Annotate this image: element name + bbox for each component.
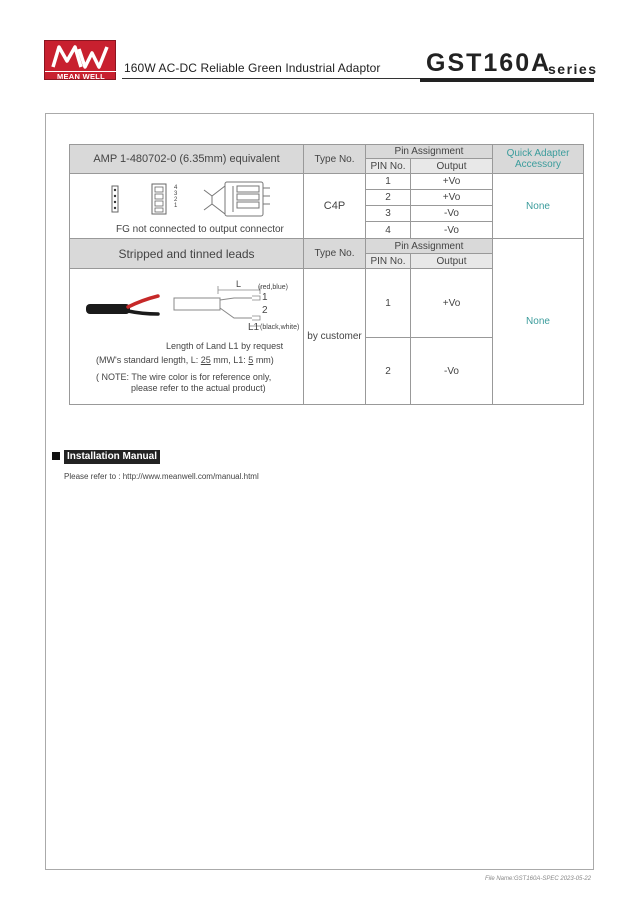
- pin-assignment-header: Pin Assignment: [394, 240, 464, 252]
- output-header: Output: [436, 160, 467, 172]
- output-cell: [410, 173, 493, 190]
- brand-badge-text: MEAN WELL: [45, 71, 117, 81]
- pin-cell: [365, 337, 411, 405]
- type-header: Type No.: [314, 153, 355, 165]
- pin-assignment-header: Pin Assignment: [394, 146, 464, 157]
- output-header-cell: [410, 253, 493, 269]
- type-header: Type No.: [314, 248, 355, 259]
- series-label: series: [548, 61, 598, 77]
- output-cell: [410, 337, 493, 405]
- output-cell: [410, 205, 493, 222]
- type-header-cell: [303, 238, 366, 269]
- pin-assignment-header-cell: [365, 144, 493, 159]
- installation-manual-text: Please refer to : http://www.meanwell.com/manual.html: [64, 472, 259, 481]
- leads-title-cell: [69, 238, 304, 269]
- type-value-cell: [303, 268, 366, 405]
- note-mid: mm, L1:: [210, 355, 249, 365]
- pin-number: 3: [385, 208, 391, 219]
- connector-title-cell: [69, 144, 304, 174]
- header-rule-thick: [420, 78, 594, 82]
- model-name: GST160A: [426, 49, 552, 77]
- pin-digit: 1: [174, 203, 178, 209]
- pin-number: 4: [385, 224, 391, 236]
- connector-diagram: [100, 176, 280, 220]
- pin-no-header-cell: [365, 158, 411, 174]
- type-value-cell: [303, 173, 366, 239]
- type-header-cell: [303, 144, 366, 174]
- connector-title: AMP 1-480702-0 (6.35mm) equivalent: [93, 153, 280, 165]
- pin-number: 1: [385, 176, 391, 187]
- label-lead-2: 2: [262, 305, 268, 316]
- brand-logo: [44, 40, 116, 80]
- note-line-3: ( NOTE: The wire color is for reference only,: [96, 372, 272, 382]
- note-line-4: please refer to the actual product): [131, 383, 266, 393]
- pin-cell: [365, 189, 411, 206]
- label-red-blue: (red,blue): [258, 284, 288, 291]
- pin-number: 1: [385, 297, 391, 309]
- mw-logo-icon: [45, 41, 117, 71]
- pin-digit: 3: [174, 191, 178, 197]
- pin-cell: [365, 221, 411, 239]
- output-value: +Vo: [442, 192, 461, 203]
- accessory-header-cell: [492, 144, 584, 174]
- output-cell: [410, 268, 493, 338]
- pin-assignment-header-cell: [365, 238, 493, 254]
- pin-cell: [365, 205, 411, 222]
- pin-number: 2: [385, 365, 391, 377]
- note-l1-value: 5: [248, 355, 254, 365]
- pin-no-header: PIN No.: [370, 255, 406, 267]
- pin-no-header: PIN No.: [370, 160, 406, 172]
- output-value: +Vo: [442, 176, 461, 187]
- type-value: by customer: [307, 331, 362, 342]
- document-subtitle: 160W AC-DC Reliable Green Industrial Adaptor: [124, 61, 381, 75]
- pin-cell: [365, 268, 411, 338]
- type-value: C4P: [323, 200, 346, 212]
- output-value: -Vo: [443, 208, 459, 219]
- accessory-value: None: [526, 200, 550, 212]
- note-line-1: Length of Land L1 by request: [166, 341, 284, 351]
- output-value: +Vo: [442, 297, 461, 309]
- pin-digit: 2: [174, 197, 178, 203]
- note-line-2: [96, 355, 274, 365]
- output-header-cell: [410, 158, 493, 174]
- output-value: -Vo: [443, 365, 459, 377]
- pin-number: 2: [385, 192, 391, 203]
- accessory-header: Quick Adapter Accessory: [506, 148, 570, 170]
- label-l: L: [236, 279, 242, 289]
- label-l1: L1: [248, 322, 260, 333]
- pin-digit: 4: [174, 185, 178, 191]
- note-l-value: 25: [200, 355, 211, 365]
- output-header: Output: [436, 255, 467, 267]
- section-bullet-icon: [52, 452, 60, 460]
- output-cell: [410, 221, 493, 239]
- accessory-value-cell: [492, 238, 584, 405]
- note-prefix: (MW's standard length, L:: [96, 355, 201, 365]
- note-suffix: mm): [253, 355, 274, 365]
- pin-no-header-cell: [365, 253, 411, 269]
- accessory-value-cell: [492, 173, 584, 239]
- label-black-white: (black,white): [260, 324, 300, 331]
- output-value: -Vo: [443, 224, 459, 236]
- accessory-value: None: [526, 316, 550, 327]
- connector-caption: FG not connected to output connector: [116, 224, 284, 235]
- output-cell: [410, 189, 493, 206]
- leads-title: Stripped and tinned leads: [118, 246, 255, 261]
- footer-file-name: File Name:GST160A-SPEC 2023-05-22: [485, 876, 592, 882]
- pin-cell: [365, 173, 411, 190]
- installation-manual-heading: Installation Manual: [64, 450, 160, 464]
- label-lead-1: 1: [262, 292, 268, 303]
